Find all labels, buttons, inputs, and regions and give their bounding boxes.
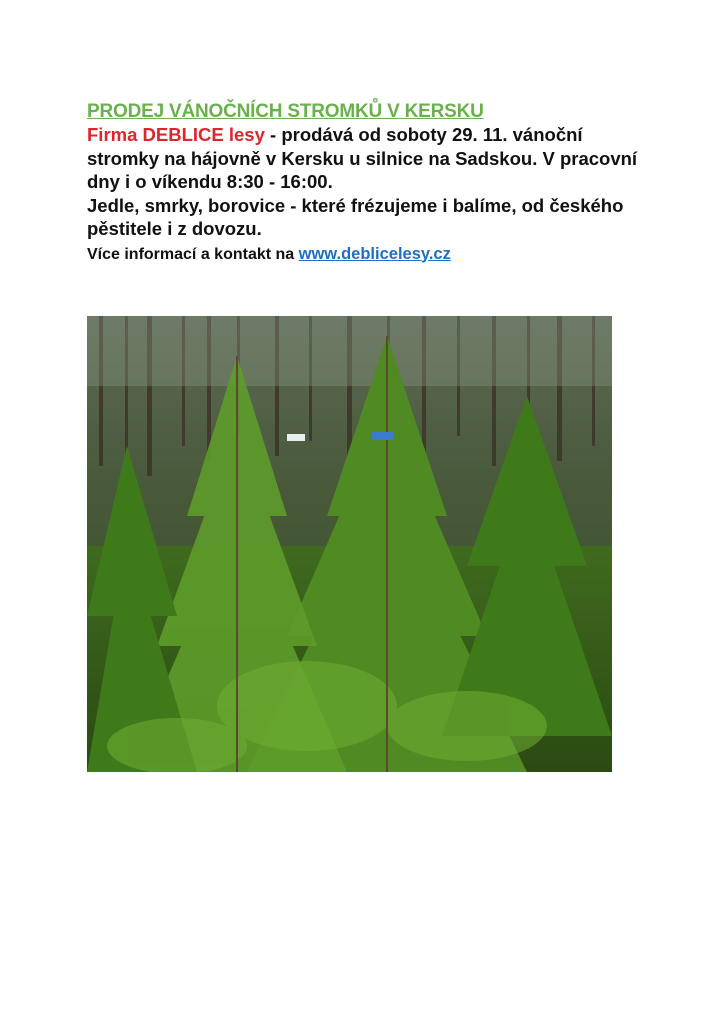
announcement-text	[87, 101, 647, 267]
announcement-title: PRODEJ VÁNOČNÍCH STROMKŮ V KERSKU	[87, 101, 484, 122]
intro-paragraph	[87, 123, 647, 194]
more-info-line	[87, 242, 647, 267]
products-paragraph: Jedle, smrky, borovice - které frézujeme i balíme, od českého pěstitele i z dovozu.	[87, 194, 624, 239]
christmas-trees-photo	[87, 316, 612, 772]
website-link[interactable]: www.deblicelesy.cz	[298, 244, 451, 263]
intro-text: - prodává od soboty 29. 11. vánoční stromky na hájovně v Kersku u silnice na Sadskou. V pracovní dny i o víkendu 8:30 - 16:00.	[87, 124, 638, 192]
company-name: Firma DEBLICE lesy	[87, 124, 265, 145]
christmas-trees-image	[87, 316, 612, 772]
more-info-text: Více informací a kontakt na	[87, 245, 299, 263]
